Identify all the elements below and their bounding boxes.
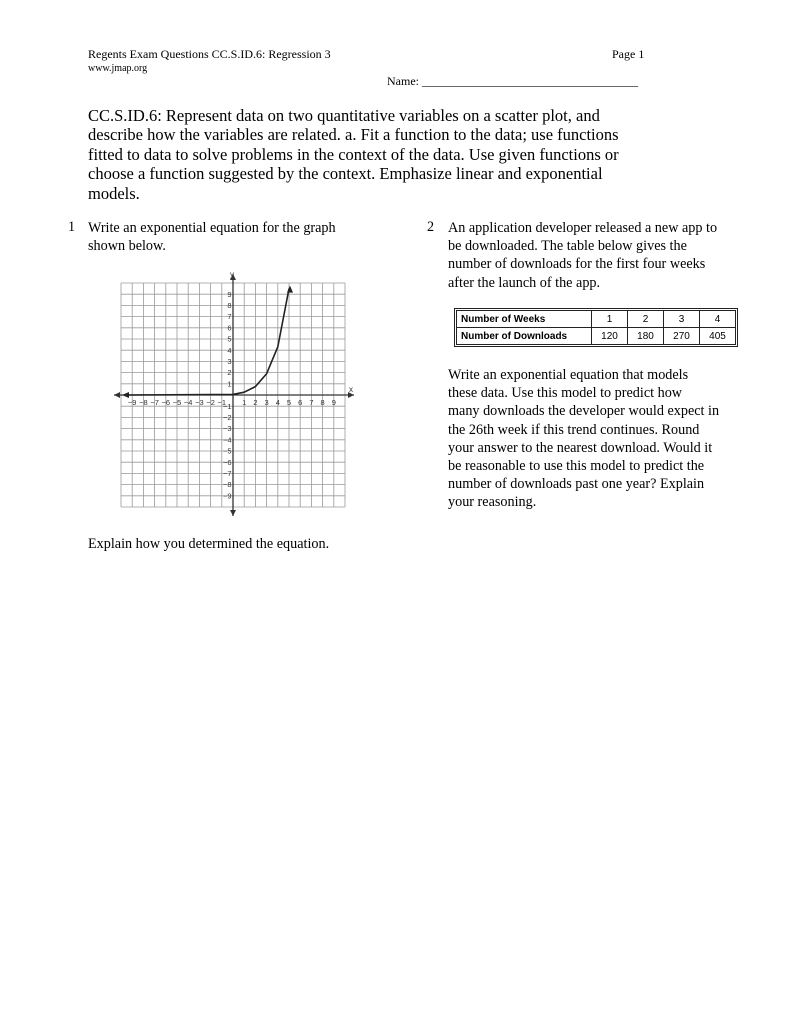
table-cell-downloads: 270 — [664, 328, 700, 345]
x-tick-label: 8 — [320, 398, 325, 407]
table-row-weeks — [457, 311, 736, 328]
table-cell-downloads: 120 — [592, 328, 628, 345]
y-tick-label: −8 — [222, 480, 232, 490]
question-2-followup-line: the 26th week if this trend continues. Round — [448, 421, 700, 438]
question-2-followup-line: your answer to the nearest download. Would it — [448, 439, 713, 456]
y-tick-label: 6 — [227, 323, 232, 333]
x-tick-label: 4 — [275, 398, 280, 407]
x-tick-label: −3 — [195, 398, 204, 407]
question-2-followup-line: these data. Use this model to predict how — [448, 385, 683, 402]
x-axis-arrow-left — [114, 392, 120, 398]
x-tick-label: 5 — [286, 398, 292, 407]
table-cell-week: 4 — [700, 311, 736, 328]
y-tick-label: 7 — [227, 312, 232, 322]
y-tick-label: −4 — [222, 435, 232, 445]
table-row-downloads — [457, 328, 736, 345]
x-tick-label: −5 — [172, 398, 182, 407]
y-axis-arrow-down — [230, 510, 236, 516]
y-tick-label: −1 — [222, 401, 232, 411]
question-1-followup: Explain how you determined the equation. — [88, 536, 330, 552]
question-1-prompt-line1: Write an exponential equation for the graph — [88, 220, 336, 236]
page-number: Page 1 — [612, 47, 645, 61]
table-cell-week: 3 — [664, 311, 700, 328]
y-tick-label: −6 — [222, 457, 232, 467]
question-2-followup-line: many downloads the developer would expect in — [448, 403, 720, 420]
name-field: Name: ____________________________________ — [387, 74, 638, 88]
header-title: Regents Exam Questions CC.S.ID.6: Regression 3 — [88, 47, 331, 61]
question-2-prompt-line: number of downloads for the first four weeks — [448, 256, 706, 273]
curve-arrow-left — [122, 392, 129, 398]
exponential-graph — [112, 268, 360, 518]
question-1-prompt-line2: shown below. — [88, 238, 166, 254]
x-tick-label: −9 — [127, 398, 137, 407]
x-axis-label: x — [349, 385, 353, 394]
question-2-followup-line: be reasonable to use this model to predict the — [448, 458, 705, 475]
table-cell-downloads: 180 — [628, 328, 664, 345]
graph-curve — [122, 286, 293, 398]
graph-axes — [114, 270, 354, 516]
y-tick-label: −2 — [222, 413, 232, 422]
question-2-prompt-line: An application developer released a new app to — [448, 220, 718, 236]
x-tick-label: −2 — [206, 398, 215, 407]
question-2-followup-line: Write an exponential equation that models — [448, 367, 689, 383]
y-tick-label: 3 — [227, 357, 232, 366]
question-2-prompt-line: be downloaded. The table below gives the — [448, 238, 687, 255]
table-cell-week: 1 — [592, 311, 628, 328]
x-tick-label: 1 — [242, 398, 247, 407]
y-axis-label: y — [230, 270, 234, 279]
y-tick-label: 1 — [227, 379, 232, 389]
table-cell-week: 2 — [628, 311, 664, 328]
x-tick-label: 6 — [298, 398, 303, 407]
y-tick-label: 4 — [227, 345, 232, 355]
header-website: www.jmap.org — [88, 63, 148, 74]
table-cell-downloads: 405 — [700, 328, 736, 345]
curve-arrow-top — [287, 286, 293, 293]
table-header-weeks: Number of Weeks — [457, 311, 592, 328]
y-tick-label: 8 — [227, 301, 232, 310]
table-header-downloads: Number of Downloads — [457, 328, 592, 345]
x-tick-label: 9 — [331, 398, 336, 407]
question-2-prompt — [448, 219, 758, 292]
x-tick-label: −7 — [150, 398, 159, 407]
x-tick-label: −6 — [161, 398, 171, 407]
x-tick-label: 3 — [264, 398, 269, 407]
standard-description: CC.S.ID.6: Represent data on two quantitative variables on a scatter plot, and describe how the variables are related. a. Fit a function to the data; use functions fitted to data to solve problems in the context of the data. Use given functions or choose a function suggested by the context. Emphasize linear and exponential models. — [88, 106, 619, 203]
downloads-table — [456, 310, 736, 345]
question-2-followup-line: number of downloads past one year? Explain — [448, 476, 705, 493]
y-tick-label: 9 — [227, 289, 232, 299]
x-tick-label: −8 — [139, 398, 148, 407]
y-tick-label: 5 — [227, 334, 232, 344]
x-tick-label: 7 — [309, 398, 314, 407]
y-tick-label: −5 — [222, 446, 232, 456]
y-tick-label: −9 — [222, 491, 232, 501]
x-tick-label: 2 — [253, 398, 258, 407]
question-2-number: 2 — [427, 219, 435, 235]
x-tick-label: −1 — [217, 398, 227, 407]
y-tick-label: −7 — [222, 469, 232, 478]
y-tick-label: −3 — [222, 424, 232, 434]
question-2-followup — [448, 366, 758, 512]
question-2-prompt-line: after the launch of the app. — [448, 274, 601, 291]
exponential-curve — [127, 289, 289, 395]
y-tick-label: 2 — [227, 368, 232, 378]
question-1-number: 1 — [68, 219, 76, 235]
x-tick-label: −4 — [183, 398, 193, 407]
question-2-followup-line: your reasoning. — [448, 494, 537, 511]
